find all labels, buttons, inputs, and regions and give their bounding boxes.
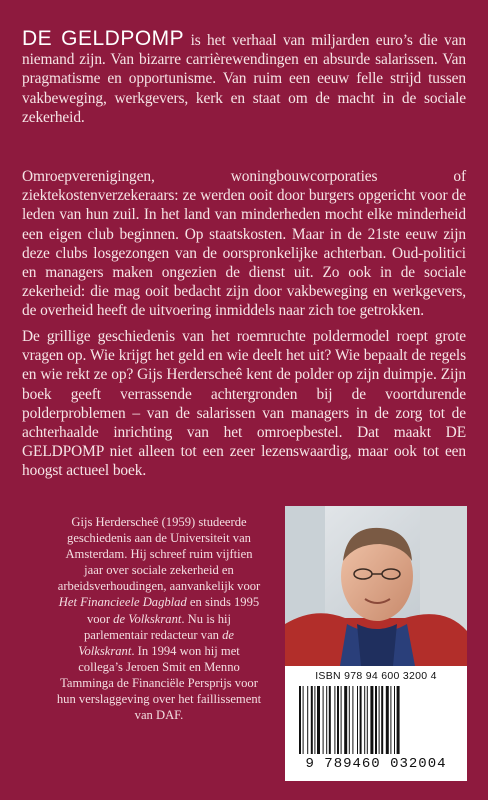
barcode-icon [299,686,453,754]
isbn-digits: 9 789460 032004 [305,756,447,772]
newspaper-fd: Het Financieele Dagblad [58,595,187,610]
author-bio: Gijs Herderscheê (1959) studeerde geschiedenis aan de Universiteit van Amsterdam. Hij schreef ruim vijftien jaar over sociale zekerheid en arbeidsverhoudingen, aanvankelijk voor Het Financieele Dagblad en sinds 1995 voor de Volkskrant. Nu is hij parlementair redacteur van de Volkskrant. In 1994 won hij met collega’s Jeroen Smit en Menno Tamminga de Financiële Persprijs voor hun verslaggeving over het faillissement van DAF. [56,515,262,723]
intro-paragraph [22,29,466,127]
book-title: DE GELDPOMP [22,27,185,50]
body-paragraph-3: De grillige geschiedenis van het roemruchte poldermodel roept grote vragen op. Wie krijgt het geld en wie deelt het uit? Wie bepaalt de regels en wie rekt ze op? Gijs Herderscheê kent de polder op zijn duimpje. Zijn boek geeft verrassende achtergronden bij de voortdurende polderproblemen – van de salarissen van managers in de zorg tot de achterhaalde inrichting van het omroepbestel. Dat maakt DE GELDPOMP niet alleen tot een zeer lezenswaardig, maar ook tot een hoogst actueel boek. [22,328,466,480]
newspaper-volkskrant: de Volkskrant [113,611,182,626]
author-portrait-image [285,506,467,666]
author-photo [285,506,467,666]
intro-text: is het verhaal van miljarden euro’s die van niemand zijn. Van bizarre carrièrewendingen en absurde salarissen. Van pragmatisme en opportunisme. Van ruim een eeuw felle strijd tussen vakbeweging, werkgevers, kerk en staat om de macht in de sociale zekerheid. [22,32,466,126]
newspaper-volkskrant-2: de Volkskrant [78,627,234,658]
isbn-label: ISBN 978 94 600 3200 4 [315,670,437,682]
barcode-area [285,666,467,781]
body-paragraph-2: Omroepverenigingen, woningbouwcorporaties of ziektekostenverzekeraars: ze werden ooit door burgers opgericht voor de leden van hun zuil. In het land van minderheden mocht elke minderheid een eigen club beginnen. Op staatskosten. Maar in de 21ste eeuw zijn deze clubs losgezongen van de oorspronkelijke achterban. Oud-politici en managers maken ongezien de dienst uit. Zo ook in de sociale zekerheid: die mag ooit bedacht zijn door vakbeweging en werkgevers, de overheid heeft de uitvoering inmiddels naar zich toe getrokken. [22,168,466,320]
